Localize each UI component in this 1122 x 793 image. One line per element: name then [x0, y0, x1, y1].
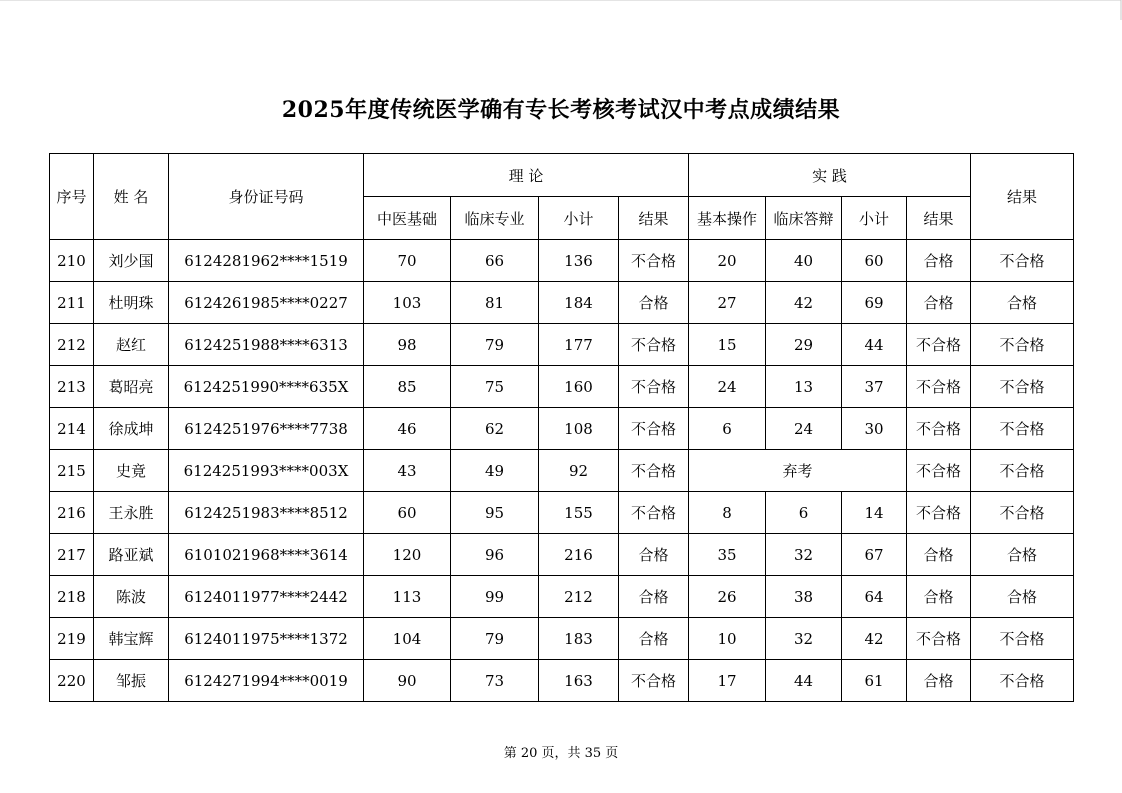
table-row	[50, 660, 1074, 702]
cell-theory-basic: 98	[364, 324, 451, 366]
header-theory-clinical: 临床专业	[451, 197, 539, 240]
cell-practice-subtotal: 61	[842, 660, 907, 702]
cell-theory-basic: 85	[364, 366, 451, 408]
cell-practice-subtotal: 42	[842, 618, 907, 660]
header-theory-subtotal: 小计	[539, 197, 619, 240]
cell-practice-operation: 27	[689, 282, 766, 324]
header-practice-result: 结果	[907, 197, 971, 240]
cell-result: 合格	[971, 534, 1074, 576]
cell-practice-result: 不合格	[907, 408, 971, 450]
cell-theory-result: 不合格	[619, 450, 689, 492]
cell-theory-result: 不合格	[619, 324, 689, 366]
cell-theory-basic: 70	[364, 240, 451, 282]
cell-practice-subtotal: 67	[842, 534, 907, 576]
cell-result: 合格	[971, 576, 1074, 618]
cell-theory-clinical: 75	[451, 366, 539, 408]
cell-practice-operation: 6	[689, 408, 766, 450]
cell-theory-clinical: 99	[451, 576, 539, 618]
cell-theory-result: 不合格	[619, 492, 689, 534]
cell-seq: 214	[50, 408, 94, 450]
cell-practice-subtotal: 14	[842, 492, 907, 534]
header-theory: 理 论	[364, 154, 689, 197]
cell-seq: 213	[50, 366, 94, 408]
cell-result: 不合格	[971, 618, 1074, 660]
cell-theory-clinical: 49	[451, 450, 539, 492]
cell-theory-basic: 104	[364, 618, 451, 660]
cell-name: 赵红	[94, 324, 169, 366]
cell-id: 6124261985****0227	[169, 282, 364, 324]
cell-seq: 210	[50, 240, 94, 282]
cell-theory-result: 合格	[619, 282, 689, 324]
cell-practice-result: 合格	[907, 240, 971, 282]
table-row	[50, 324, 1074, 366]
cell-practice-result: 合格	[907, 660, 971, 702]
cell-practice-subtotal: 60	[842, 240, 907, 282]
cell-theory-subtotal: 216	[539, 534, 619, 576]
header-id: 身份证号码	[169, 154, 364, 240]
cell-name: 邹振	[94, 660, 169, 702]
cell-result: 不合格	[971, 240, 1074, 282]
cell-id: 6101021968****3614	[169, 534, 364, 576]
cell-practice-defense: 44	[766, 660, 842, 702]
cell-practice-result: 不合格	[907, 618, 971, 660]
cell-id: 6124251990****635X	[169, 366, 364, 408]
header-practice-subtotal: 小计	[842, 197, 907, 240]
cell-theory-subtotal: 177	[539, 324, 619, 366]
cell-practice-subtotal: 30	[842, 408, 907, 450]
cell-theory-subtotal: 160	[539, 366, 619, 408]
cell-theory-basic: 90	[364, 660, 451, 702]
cell-result: 不合格	[971, 408, 1074, 450]
cell-id: 6124251976****7738	[169, 408, 364, 450]
cell-seq: 212	[50, 324, 94, 366]
cell-theory-subtotal: 163	[539, 660, 619, 702]
cell-id: 6124011977****2442	[169, 576, 364, 618]
header-seq: 序号	[50, 154, 94, 240]
cell-id: 6124011975****1372	[169, 618, 364, 660]
cell-practice-defense: 42	[766, 282, 842, 324]
table-row	[50, 618, 1074, 660]
cell-name: 路亚斌	[94, 534, 169, 576]
cell-result: 不合格	[971, 660, 1074, 702]
score-table	[49, 153, 1074, 702]
cell-theory-result: 不合格	[619, 408, 689, 450]
cell-practice-absent: 弃考	[689, 450, 907, 492]
page-footer: 第 20 页，共 35 页	[503, 746, 619, 761]
table-row	[50, 576, 1074, 618]
cell-theory-subtotal: 136	[539, 240, 619, 282]
cell-seq: 219	[50, 618, 94, 660]
cell-id: 6124251983****8512	[169, 492, 364, 534]
cell-practice-defense: 32	[766, 618, 842, 660]
cell-theory-subtotal: 92	[539, 450, 619, 492]
cell-practice-operation: 20	[689, 240, 766, 282]
header-theory-basic: 中医基础	[364, 197, 451, 240]
cell-practice-subtotal: 44	[842, 324, 907, 366]
cell-practice-subtotal: 69	[842, 282, 907, 324]
cell-result: 不合格	[971, 366, 1074, 408]
cell-practice-subtotal: 64	[842, 576, 907, 618]
cell-practice-defense: 40	[766, 240, 842, 282]
cell-practice-result: 不合格	[907, 492, 971, 534]
cell-id: 6124271994****0019	[169, 660, 364, 702]
cell-practice-result: 不合格	[907, 366, 971, 408]
cell-theory-result: 合格	[619, 576, 689, 618]
cell-practice-result: 合格	[907, 534, 971, 576]
cell-id: 6124281962****1519	[169, 240, 364, 282]
cell-practice-defense: 32	[766, 534, 842, 576]
header-practice-defense: 临床答辩	[766, 197, 842, 240]
cell-practice-operation: 8	[689, 492, 766, 534]
cell-practice-operation: 24	[689, 366, 766, 408]
table-row	[50, 534, 1074, 576]
header-result: 结果	[971, 154, 1074, 240]
cell-practice-defense: 29	[766, 324, 842, 366]
cell-id: 6124251993****003X	[169, 450, 364, 492]
cell-theory-result: 不合格	[619, 240, 689, 282]
cell-name: 葛昭亮	[94, 366, 169, 408]
cell-theory-clinical: 73	[451, 660, 539, 702]
cell-practice-operation: 10	[689, 618, 766, 660]
cell-practice-defense: 38	[766, 576, 842, 618]
cell-theory-subtotal: 108	[539, 408, 619, 450]
cell-theory-subtotal: 184	[539, 282, 619, 324]
cell-theory-result: 不合格	[619, 660, 689, 702]
cell-practice-result: 合格	[907, 282, 971, 324]
cell-practice-subtotal: 37	[842, 366, 907, 408]
cell-name: 刘少国	[94, 240, 169, 282]
table-row	[50, 366, 1074, 408]
cell-theory-clinical: 81	[451, 282, 539, 324]
table-row	[50, 408, 1074, 450]
cell-practice-operation: 35	[689, 534, 766, 576]
cell-practice-defense: 6	[766, 492, 842, 534]
table-row	[50, 492, 1074, 534]
cell-theory-subtotal: 155	[539, 492, 619, 534]
cell-name: 杜明珠	[94, 282, 169, 324]
cell-theory-basic: 43	[364, 450, 451, 492]
cell-theory-clinical: 96	[451, 534, 539, 576]
header-theory-result: 结果	[619, 197, 689, 240]
header-name: 姓 名	[94, 154, 169, 240]
cell-name: 王永胜	[94, 492, 169, 534]
table-row	[50, 240, 1074, 282]
header-practice-operation: 基本操作	[689, 197, 766, 240]
cell-name: 史竟	[94, 450, 169, 492]
cell-practice-defense: 24	[766, 408, 842, 450]
cell-theory-clinical: 79	[451, 324, 539, 366]
cell-seq: 215	[50, 450, 94, 492]
cell-theory-result: 不合格	[619, 366, 689, 408]
cell-theory-clinical: 62	[451, 408, 539, 450]
cell-seq: 217	[50, 534, 94, 576]
cell-theory-basic: 46	[364, 408, 451, 450]
cell-practice-operation: 26	[689, 576, 766, 618]
cell-theory-subtotal: 212	[539, 576, 619, 618]
cell-result: 不合格	[971, 492, 1074, 534]
header-practice: 实 践	[689, 154, 971, 197]
cell-theory-subtotal: 183	[539, 618, 619, 660]
cell-seq: 211	[50, 282, 94, 324]
cell-theory-clinical: 79	[451, 618, 539, 660]
cell-id: 6124251988****6313	[169, 324, 364, 366]
cell-practice-result: 合格	[907, 576, 971, 618]
cell-practice-defense: 13	[766, 366, 842, 408]
cell-theory-basic: 113	[364, 576, 451, 618]
table-row	[50, 282, 1074, 324]
cell-name: 韩宝辉	[94, 618, 169, 660]
cell-theory-basic: 60	[364, 492, 451, 534]
cell-theory-result: 合格	[619, 618, 689, 660]
cell-name: 徐成坤	[94, 408, 169, 450]
cell-practice-operation: 15	[689, 324, 766, 366]
cell-theory-clinical: 95	[451, 492, 539, 534]
cell-seq: 216	[50, 492, 94, 534]
cell-seq: 220	[50, 660, 94, 702]
cell-practice-result: 不合格	[907, 324, 971, 366]
cell-theory-basic: 120	[364, 534, 451, 576]
table-row	[50, 450, 1074, 492]
cell-result: 不合格	[971, 450, 1074, 492]
cell-name: 陈波	[94, 576, 169, 618]
page-title: 2025年度传统医学确有专长考核考试汉中考点成绩结果	[281, 97, 841, 123]
cell-practice-operation: 17	[689, 660, 766, 702]
cell-theory-result: 合格	[619, 534, 689, 576]
cell-result: 不合格	[971, 324, 1074, 366]
cell-result: 合格	[971, 282, 1074, 324]
cell-theory-clinical: 66	[451, 240, 539, 282]
cell-seq: 218	[50, 576, 94, 618]
cell-practice-result: 不合格	[907, 450, 971, 492]
cell-theory-basic: 103	[364, 282, 451, 324]
